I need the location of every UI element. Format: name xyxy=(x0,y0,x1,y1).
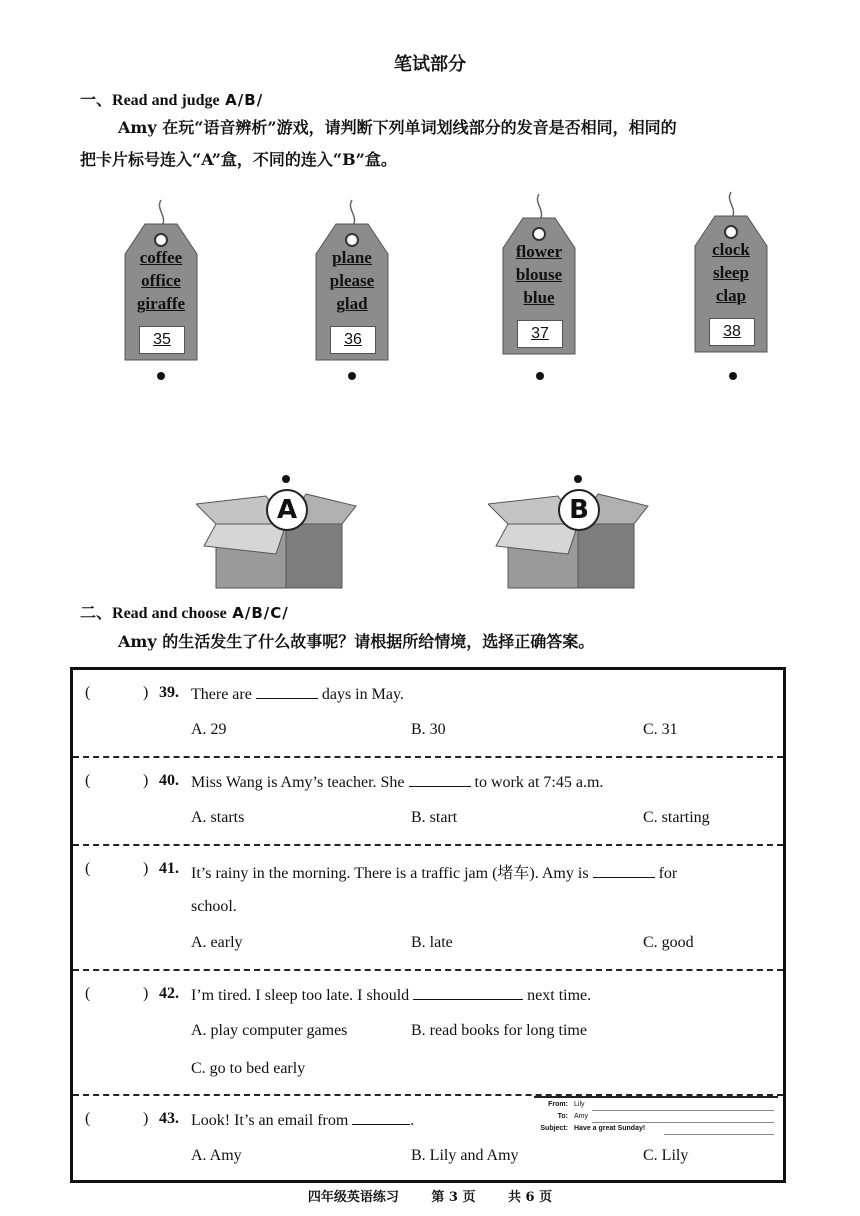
question-text: There are days in May. xyxy=(191,686,404,703)
match-dot-35[interactable] xyxy=(157,372,165,380)
option-c[interactable]: C. Lily xyxy=(643,1147,689,1164)
footer-page: 第 3 页 xyxy=(431,1190,476,1205)
match-dot-37[interactable] xyxy=(536,372,544,380)
box-b-dot[interactable] xyxy=(574,475,582,483)
tag-word: please xyxy=(329,271,375,290)
tag-word: flower xyxy=(515,242,563,261)
option-b[interactable]: B. Lily and Amy xyxy=(411,1147,519,1164)
option-b[interactable]: B. 30 xyxy=(411,721,446,738)
option-a[interactable]: A. play computer games xyxy=(191,1022,348,1039)
page-title: 笔试部分 xyxy=(394,54,466,75)
tag-word: blouse xyxy=(515,265,563,284)
option-a[interactable]: A. early xyxy=(191,934,243,951)
email-subject-row: Subject: Have a great Sunday! xyxy=(534,1125,778,1137)
section2-title: Read and choose xyxy=(112,605,227,622)
tag-word: sleep xyxy=(713,263,749,282)
section1-number: 一、 xyxy=(80,90,113,109)
question-number: 43. xyxy=(159,1110,179,1127)
divider xyxy=(73,844,783,846)
question-number: 39. xyxy=(159,684,179,701)
answer-blank[interactable] xyxy=(409,772,471,787)
section2-instruction: Amy 的生活发生了什么故事呢？请根据所给情境，选择正确答案。 xyxy=(118,632,595,651)
word-tag-38 xyxy=(691,188,771,340)
option-a[interactable]: A. starts xyxy=(191,809,245,826)
tag-word: clap xyxy=(715,286,747,305)
section1-instruction-line2: 把卡片标号连入“A”盒，不同的连入“B”盒。 xyxy=(80,150,397,169)
word-tag-37 xyxy=(499,190,579,342)
tag-number: 38 xyxy=(709,318,755,346)
option-c[interactable]: C. 31 xyxy=(643,721,678,738)
section2-answer-badge: A/B/C/ xyxy=(232,604,289,622)
box-b-label: B xyxy=(558,489,600,531)
tag-number: 35 xyxy=(139,326,185,354)
option-a[interactable]: A. Amy xyxy=(191,1147,242,1164)
option-c[interactable]: C. go to bed early xyxy=(191,1060,306,1077)
email-from-row: From: Lily xyxy=(534,1101,778,1113)
divider xyxy=(73,756,783,758)
word-tag-35 xyxy=(121,196,201,348)
page-footer xyxy=(0,1186,860,1205)
answer-paren-open[interactable]: ( xyxy=(85,772,91,789)
match-dot-36[interactable] xyxy=(348,372,356,380)
tag-word: plane xyxy=(332,248,372,267)
answer-paren-close: ) xyxy=(143,985,149,1002)
tag-word: clock xyxy=(712,240,750,259)
question-text: Miss Wang is Amy’s teacher. She to work at 7:45 a.m. xyxy=(191,774,604,791)
divider xyxy=(73,969,783,971)
tag-word: giraffe xyxy=(136,294,186,313)
answer-blank[interactable] xyxy=(593,863,655,878)
question-text-continued: school. xyxy=(191,898,237,915)
answer-paren-close: ) xyxy=(143,684,149,701)
tag-number: 36 xyxy=(330,326,376,354)
tag-word: office xyxy=(141,271,181,290)
section1-instruction-line1: Amy 在玩“语音辨析”游戏，请判断下列单词划线部分的发音是否相同，相同的 xyxy=(118,118,677,137)
match-dot-38[interactable] xyxy=(729,372,737,380)
question-text: I’m tired. I sleep too late. I should next time. xyxy=(191,987,592,1004)
footer-total: 共 6 页 xyxy=(508,1190,553,1205)
email-top-rule xyxy=(534,1096,778,1098)
question-number: 40. xyxy=(159,772,179,789)
email-to-row: To: Amy xyxy=(534,1113,778,1125)
option-c[interactable]: C. starting xyxy=(643,809,710,826)
email-header xyxy=(534,1096,778,1140)
section1-title: Read and judge xyxy=(112,92,220,109)
section2-number: 二、 xyxy=(80,603,113,622)
option-b[interactable]: B. read books for long time xyxy=(411,1022,587,1039)
footer-book: 四年级英语练习 xyxy=(307,1190,399,1205)
section1-heading xyxy=(80,87,263,110)
question-text: It’s rainy in the morning. There is a traffic jam (堵车). Amy is for xyxy=(191,865,678,882)
answer-paren-close: ) xyxy=(143,860,149,877)
option-c[interactable]: C. good xyxy=(643,934,694,951)
tag-number: 37 xyxy=(517,320,563,348)
question-number: 42. xyxy=(159,985,179,1002)
box-a-label: A xyxy=(266,489,308,531)
word-tag-36 xyxy=(312,196,392,348)
tag-word: coffee xyxy=(139,248,183,267)
answer-paren-open[interactable]: ( xyxy=(85,1110,91,1127)
tag-word: blue xyxy=(523,288,555,307)
tag-word: glad xyxy=(336,294,368,313)
option-b[interactable]: B. late xyxy=(411,934,453,951)
section2-heading xyxy=(80,600,289,623)
answer-paren-open[interactable]: ( xyxy=(85,684,91,701)
question-number: 41. xyxy=(159,860,179,877)
answer-blank[interactable] xyxy=(352,1110,410,1125)
option-b[interactable]: B. start xyxy=(411,809,458,826)
answer-paren-close: ) xyxy=(143,772,149,789)
answer-blank[interactable] xyxy=(413,985,523,1000)
section1-answer-badge: A/B/ xyxy=(225,91,264,109)
question-text: Look! It’s an email from . xyxy=(191,1112,415,1129)
answer-paren-close: ) xyxy=(143,1110,149,1127)
answer-blank[interactable] xyxy=(256,684,318,699)
answer-paren-open[interactable]: ( xyxy=(85,860,91,877)
option-a[interactable]: A. 29 xyxy=(191,721,227,738)
box-a-dot[interactable] xyxy=(282,475,290,483)
answer-paren-open[interactable]: ( xyxy=(85,985,91,1002)
